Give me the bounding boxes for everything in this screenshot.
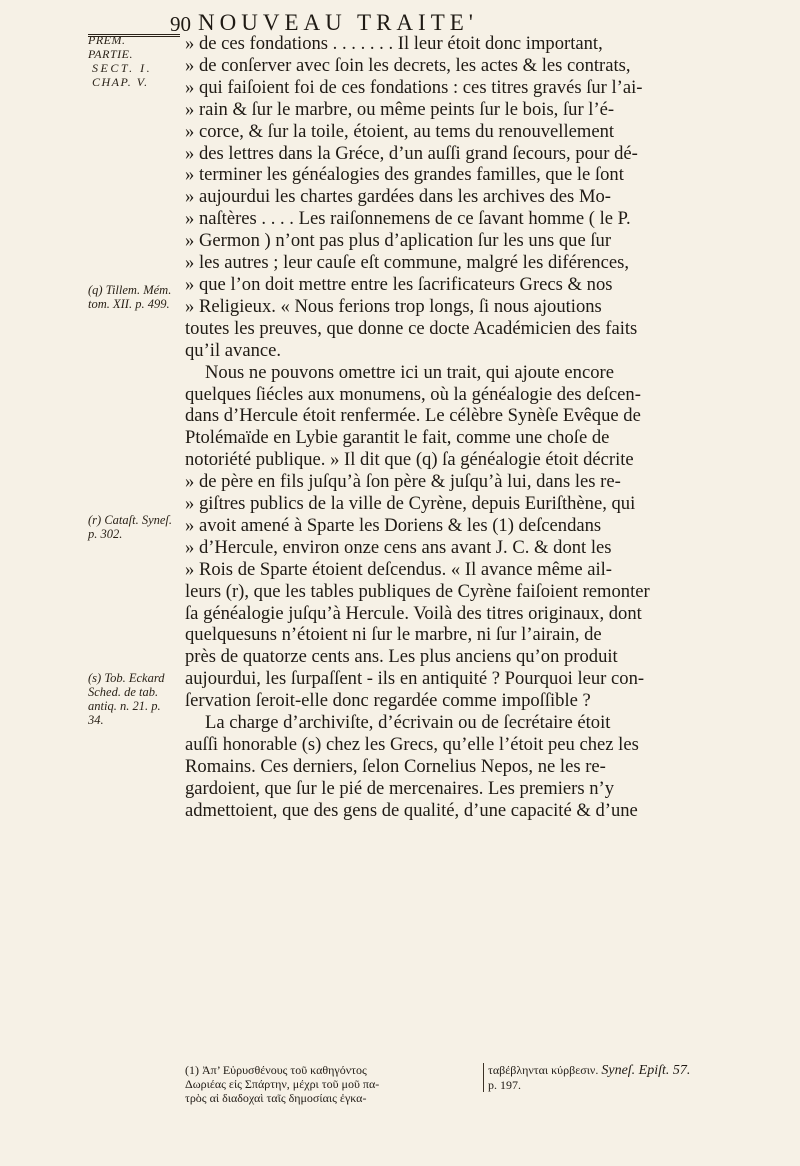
text-line: » que l’on doit mettre entre les ſacrificateurs Grecs & nos	[185, 273, 613, 295]
text-line: qu’il avance.	[185, 339, 282, 361]
footnote-continuation	[483, 1063, 772, 1092]
text-line: aujourdui, les ſurpaſſent - ils en antiquité ? Pourquoi leur con-	[185, 668, 645, 690]
text-line: » les autres ; leur cauſe eſt commune, malgré les diférences,	[185, 252, 629, 274]
text-line: » de conſerver avec ſoin les decrets, les actes & les contrats,	[185, 54, 631, 76]
text-line: » d’Hercule, environ onze cens ans avant J. C. & dont les	[185, 536, 612, 558]
footnote-greek-end: ταβέβληνται κύρβεσιν.	[488, 1063, 599, 1077]
running-title: NOUVEAU TRAITE'	[198, 10, 478, 35]
text-line: gardoient, que ſur le pié de mercenaires. Les premiers n’y	[185, 777, 615, 799]
margin-note-q: (q) Tillem. Mém. tom. XII. p. 499.	[88, 283, 172, 311]
text-line: » qui faiſoient foi de ces fondations : ces titres gravés ſur l’ai-	[185, 76, 643, 98]
text-line: » avoit amené à Sparte les Doriens & les (1) deſcendans	[185, 514, 602, 536]
text-line: » Germon ) n’ont pas plus d’aplication ſur les uns que ſur	[185, 230, 612, 252]
margin-note-s: (s) Tob. Eckard Sched. de tab. antiq. n. 21. p. 34.	[88, 671, 165, 727]
section-sect: SECT. I.	[92, 61, 153, 75]
text-line: toutes les preuves, que donne ce docte Académicien des faits	[185, 317, 638, 339]
section-chap: CHAP. V.	[92, 75, 149, 89]
text-line: près de quatorze cents ans. Les plus anciens qu’on produit	[185, 646, 618, 668]
footnote-greek	[185, 1063, 475, 1105]
text-line: Romains. Ces derniers, ſelon Cornelius Nepos, ne les re-	[185, 755, 606, 777]
footnote-line: Δωριέας εἰς Σπάρτην, μέχρι τοῦ μοῦ πα-	[185, 1077, 380, 1091]
text-line: » corce, & ſur la toile, étoient, au tems du renouvellement	[185, 120, 615, 142]
footnote-right-line	[488, 1063, 772, 1078]
margin-note-r: (r) Cataſt. Syneſ. p. 302.	[88, 513, 173, 541]
section-part: PREM. PARTIE.	[88, 33, 133, 61]
text-line: ſervation ſeroit-elle donc regardée comme impoſſible ?	[185, 690, 591, 712]
text-line: quelques ſiécles aux monumens, où la généalogie des deſcen-	[185, 383, 641, 405]
text-line: auſſi honorable (s) chez les Grecs, qu’elle l’étoit peu chez les	[185, 734, 639, 755]
footnote-line: (1) Ἀπ’ Εὐρυσθένους τοῦ καθηγόντος	[185, 1063, 367, 1077]
text-line: » de père en fils juſqu’à ſon père & juſqu’à lui, dans les re-	[185, 471, 621, 493]
text-line: » de ces fondations . . . . . . . Il leur étoit donc important,	[185, 33, 603, 54]
text-line: » aujourdui les chartes gardées dans les archives des Mo-	[185, 186, 611, 208]
text-line: » rain & ſur le marbre, ou même peints ſur le bois, ſur l’é-	[185, 98, 615, 120]
text-line: » Rois de Sparte étoient deſcendus. « Il avance même ail-	[185, 558, 612, 580]
text-line: » terminer les généalogies des grandes familles, que le ſont	[185, 164, 624, 186]
footnote-page: p. 197.	[488, 1078, 521, 1092]
text-line: quelquesuns n’étoient ni ſur le marbre, ni ſur l’airain, de	[185, 624, 602, 646]
footnote-citation: Syneſ. Epiſt. 57.	[601, 1063, 691, 1078]
paragraph-start: La charge d’archiviſte, d’écrivain ou de ſecrétaire étoit	[205, 712, 611, 734]
text-line: » des lettres dans la Gréce, d’un auſſi grand ſecours, pour dé-	[185, 142, 638, 164]
footnote	[185, 1063, 767, 1105]
paragraph-start: Nous ne pouvons omettre ici un trait, qui ajoute encore	[205, 361, 614, 383]
text-line: » Religieux. « Nous ferions trop longs, ſi nous ajoutions	[185, 295, 602, 317]
footnote-line: τρὸς αἱ διαδοχαὶ ταῖς δημοσίαις ἐγκα-	[185, 1091, 367, 1105]
page-number: 90	[170, 12, 191, 36]
body-text	[185, 33, 767, 822]
section-label	[88, 33, 172, 89]
text-line: admettoient, que des gens de qualité, d’une capacité & d’une	[185, 799, 638, 821]
text-line: Ptolémaïde en Lybie garantit le fait, comme une choſe de	[185, 427, 610, 449]
text-line: notoriété publique. » Il dit que (q) ſa généalogie étoit décrite	[185, 449, 634, 471]
text-line: » giſtres publics de la ville de Cyrène, depuis Euriſthène, qui	[185, 493, 636, 515]
text-line: leurs (r), que les tables publiques de Cyrène faiſoient remonter	[185, 580, 650, 602]
text-line: ſa généalogie juſqu’à Hercule. Voilà des titres originaux, dont	[185, 602, 642, 624]
text-line: » naſtères . . . . Les raiſonnemens de ce ſavant homme ( le P.	[185, 208, 631, 230]
text-line: dans d’Hercule étoit renfermée. Le célèbre Synèſe Evêque de	[185, 405, 641, 427]
